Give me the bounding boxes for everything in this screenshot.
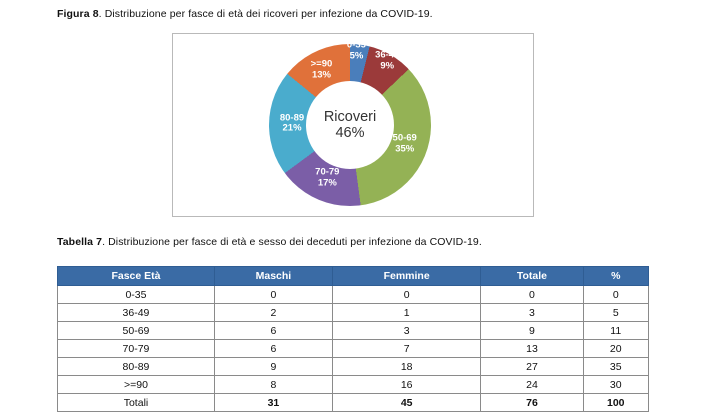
slice-pct-50-69: 35% [395,143,415,155]
slice-name-0-35: 0-35 [346,39,366,51]
donut-center-label [306,81,394,169]
slice-pct-36-49: 9% [380,60,395,72]
table-cell: 7 [332,340,480,358]
table-row [58,322,649,340]
table-cell: 50-69 [58,322,215,340]
table-caption-text: . Distribuzione per fasce di età e sesso dei deceduti per infezione da COVID-19. [102,236,482,248]
table-cell: Totali [58,394,215,412]
table-cell: 0 [481,286,583,304]
table-caption-lead: Tabella 7 [57,236,103,248]
table-cell: 27 [481,358,583,376]
table-cell: 2 [214,304,332,322]
table-cell: 30 [583,376,648,394]
slice-name-90plus: >=90 [310,58,333,70]
table-cell: 35 [583,358,648,376]
slice-pct-70-79: 17% [317,177,337,189]
table-row [58,394,649,412]
table-cell: 3 [481,304,583,322]
table-caption [57,236,482,248]
table-row [58,304,649,322]
table-cell: 0 [214,286,332,304]
slice-pct-80-89: 21% [282,122,302,134]
table-cell: 70-79 [58,340,215,358]
table-cell: >=90 [58,376,215,394]
slice-label-36-49 [375,50,399,71]
slice-label-70-79 [315,168,339,189]
table-cell: 24 [481,376,583,394]
table-row [58,286,649,304]
slice-name-36-49: 36-49 [375,49,400,61]
table-cell: 13 [481,340,583,358]
table-row [58,358,649,376]
table-cell: 16 [332,376,480,394]
slice-pct-90plus: 13% [311,68,331,80]
table-cell: 5 [583,304,648,322]
chart-container [172,33,534,217]
deaths-by-age-sex-table [57,266,649,412]
table-cell: 45 [332,394,480,412]
center-title: Ricoveri [323,108,377,125]
table-cell: 76 [481,394,583,412]
column-header-femmine: Femmine [332,267,480,286]
figure-caption-text: . Distribuzione per fasce di età dei ricoveri per infezione da COVID-19. [98,8,433,20]
table-cell: 6 [214,322,332,340]
table-cell: 100 [583,394,648,412]
table-cell: 0 [583,286,648,304]
table-cell: 20 [583,340,648,358]
column-header-fasce-eta: Fasce Età [58,267,215,286]
slice-label-80-89 [280,113,304,134]
table-cell: 9 [214,358,332,376]
slice-pct-0-35: 5% [349,50,364,62]
table-cell: 31 [214,394,332,412]
slice-name-50-69: 50-69 [392,132,417,144]
table-cell: 36-49 [58,304,215,322]
donut-chart [269,39,431,206]
table-body [58,286,649,412]
table-row [58,340,649,358]
table-cell: 80-89 [58,358,215,376]
table-cell: 11 [583,322,648,340]
center-value: 46% [335,125,365,141]
table-cell: 3 [332,322,480,340]
table-cell: 9 [481,322,583,340]
column-header-totale: Totale [481,267,583,286]
table-cell: 18 [332,358,480,376]
table-row [58,376,649,394]
table-cell: 0-35 [58,286,215,304]
slice-label-90plus [311,59,333,80]
figure-caption-lead: Figura 8 [57,8,99,20]
table-cell: 1 [332,304,480,322]
slice-label-50-69 [393,134,417,155]
table-cell: 0 [332,286,480,304]
table-cell: 8 [214,376,332,394]
slice-label-0-35 [347,41,366,62]
slice-name-80-89: 80-89 [279,111,305,123]
figure-caption [57,8,433,20]
column-header-maschi: Maschi [214,267,332,286]
slice-name-70-79: 70-79 [315,166,340,178]
table-cell: 6 [214,340,332,358]
column-header-percent: % [583,267,648,286]
table-header-row [58,267,649,286]
